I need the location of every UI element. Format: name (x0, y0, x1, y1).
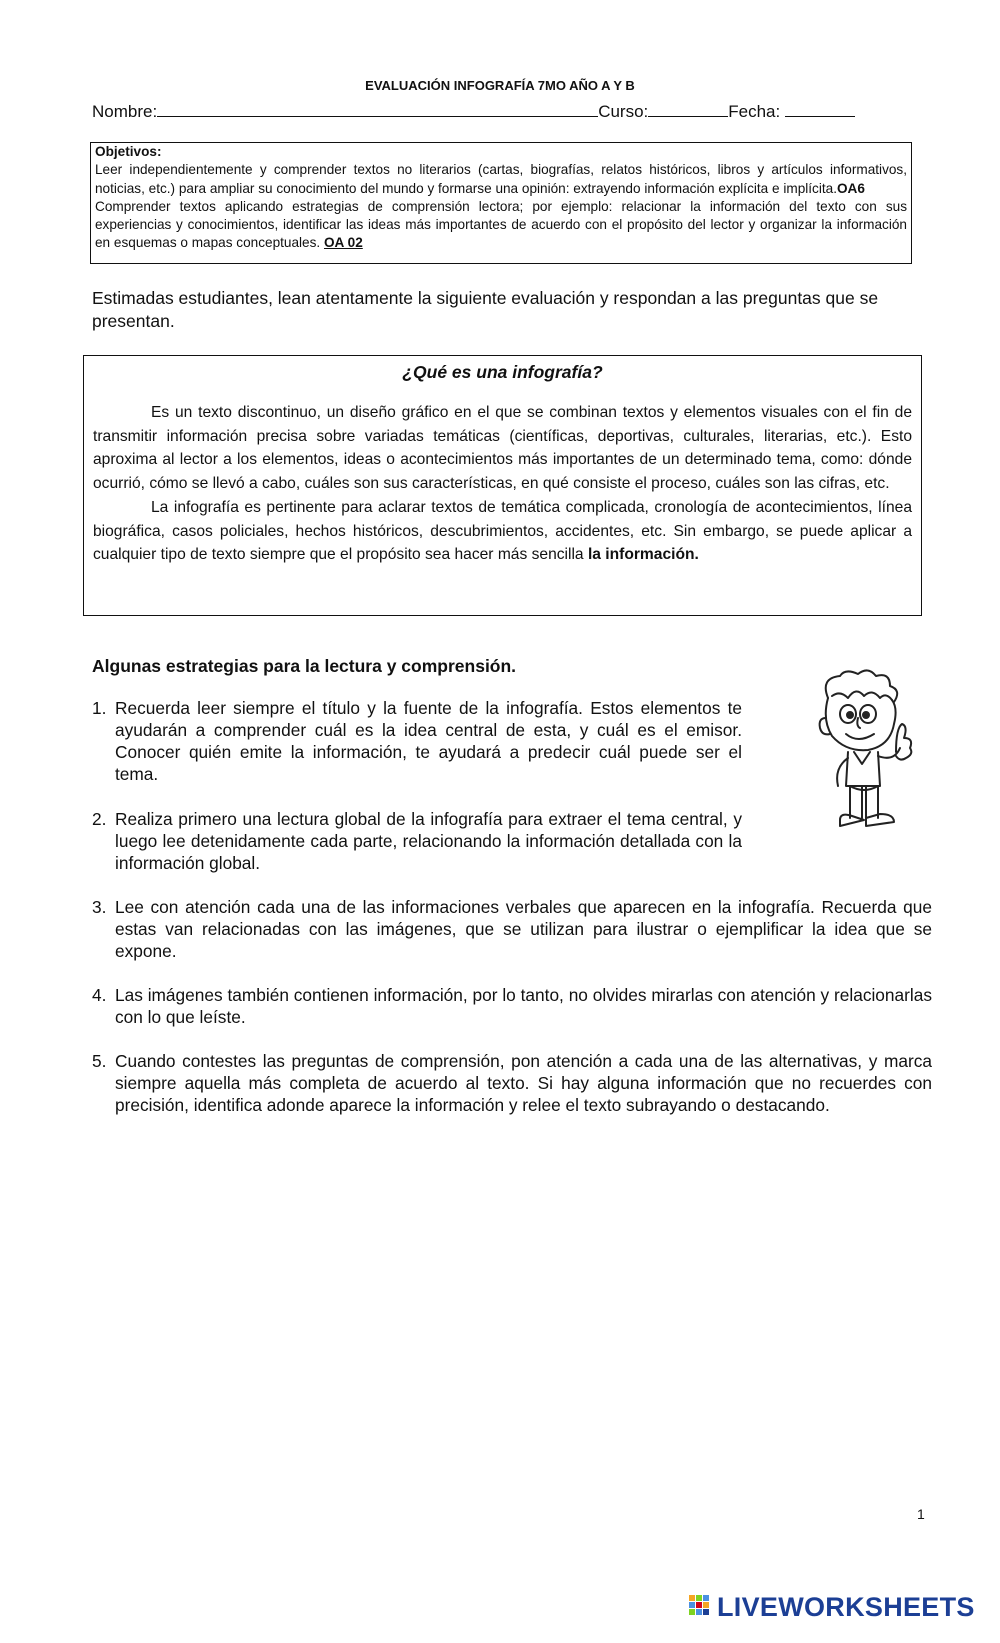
liveworksheets-brand-text: LIVEWORKSHEETS (717, 1592, 975, 1622)
strategy-text: Lee con atención cada una de las informaciones verbales que aparecen en la infografía. Recuerda que estas van relacionadas con las imágenes, que se utilizan para ilustrar o ejemplificar la idea que se expone. (115, 897, 932, 961)
fecha-label: Fecha: (728, 102, 781, 121)
strategy-item-5 (92, 1050, 932, 1116)
nombre-field[interactable] (157, 100, 598, 117)
instructions-text: Estimadas estudiantes, lean atentamente la siguiente evaluación y respondan a las preguntas que se presentan. (92, 288, 879, 331)
liveworksheets-logo (689, 1592, 975, 1623)
objective-oa2-code: OA 02 (323, 235, 363, 251)
student-info-row (92, 100, 855, 122)
strategy-item-2 (92, 808, 742, 874)
definition-paragraph-2-bold: la información. (587, 546, 699, 564)
curso-label: Curso: (598, 102, 649, 121)
strategy-text: Cuando contestes las preguntas de comprensión, pon atención a cada una de las alternativas, y marca siempre aquella más completa de acuerdo al texto. Si hay alguna información que no recuerdes con precisión, identifica adonde aparece la información y relee el texto subrayando o destacando. (115, 1051, 932, 1115)
definition-box (83, 355, 922, 616)
objectives-box (90, 142, 912, 264)
strategy-item-4 (92, 984, 932, 1028)
objectives-title: Objetivos: (95, 144, 162, 159)
strategy-text: Las imágenes también contienen información, por lo tanto, no olvides mirarlas con atención y relacionarlas con lo que leíste. (115, 985, 932, 1027)
strategy-number: 5. (92, 1051, 107, 1071)
definition-paragraph-1: Es un texto discontinuo, un diseño gráfico en el que se combinan textos y elementos visuales con el fin de transmitir información precisa sobre variadas temáticas (científicas, deportivas, culturales, literarias, etc.). Esto aproxima al lector a los elementos, ideas o acontecimientos más importantes de un determinado tema, como: dónde ocurrió, cómo se llevó a cabo, cuáles son sus características, en qué consiste el proceso, cuáles son las cifras, etc. (93, 404, 912, 493)
strategies-title: Algunas estrategias para la lectura y comprensión. (92, 656, 517, 676)
strategy-text: Recuerda leer siempre el título y la fuente de la infografía. Estos elementos te ayudarán a comprender cuál es la idea central de esta, y cuál es el emisor. Conocer quién emite la información, te ayudará a predecir cuál puede ser el tema. (115, 698, 742, 784)
strategy-item-1 (92, 697, 742, 785)
objective-oa2 (95, 198, 907, 253)
strategy-number: 3. (92, 897, 107, 917)
definition-paragraph-2 (93, 496, 912, 567)
strategy-number: 1. (92, 698, 107, 718)
strategy-number: 2. (92, 809, 107, 829)
objective-oa2-text: Comprender textos aplicando estrategias de comprensión lectora; por ejemplo: relacionar la información del texto con sus experiencias y conocimientos, identificar las ideas más importantes de acuerdo con el propósito del lector y organizar la información en esquemas o mapas conceptuales. (95, 198, 907, 251)
objective-oa6-code: OA6 (836, 180, 865, 196)
page-number: 1 (917, 1506, 925, 1522)
strategy-text: Realiza primero una lectura global de la infografía para extraer el tema central, y luego lee detenidamente cada parte, relacionando la información detallada con la información global. (115, 809, 742, 873)
curso-field[interactable] (648, 100, 728, 117)
strategy-item-3 (92, 896, 932, 962)
cartoon-boy-thumbs-up-illustration (810, 668, 920, 848)
objective-oa6 (95, 161, 907, 198)
strategy-number: 4. (92, 985, 107, 1005)
nombre-label: Nombre: (92, 102, 158, 121)
definition-title: ¿Qué es una infografía? (402, 362, 603, 382)
definition-paragraph-2-text: La infografía es pertinente para aclarar textos de temática complicada, cronología de acontecimientos, línea biográfica, casos policiales, hechos históricos, descubrimientos, accidentes, etc. Sin embargo, se puede aplicar a cualquier tipo de texto siempre que el propósito sea hacer más sencilla (93, 498, 912, 564)
liveworksheets-logo-icon (689, 1595, 715, 1619)
document-title: EVALUACIÓN INFOGRAFÍA 7MO AÑO A Y B (365, 78, 635, 93)
fecha-field[interactable] (785, 100, 855, 117)
objective-oa6-text: Leer independientemente y comprender textos no literarios (cartas, biografías, relatos históricos, libros y artículos informativos, noticias, etc.) para ampliar su conocimiento del mundo y formarse una opinión: extrayendo información explícita e implícita. (95, 162, 907, 196)
